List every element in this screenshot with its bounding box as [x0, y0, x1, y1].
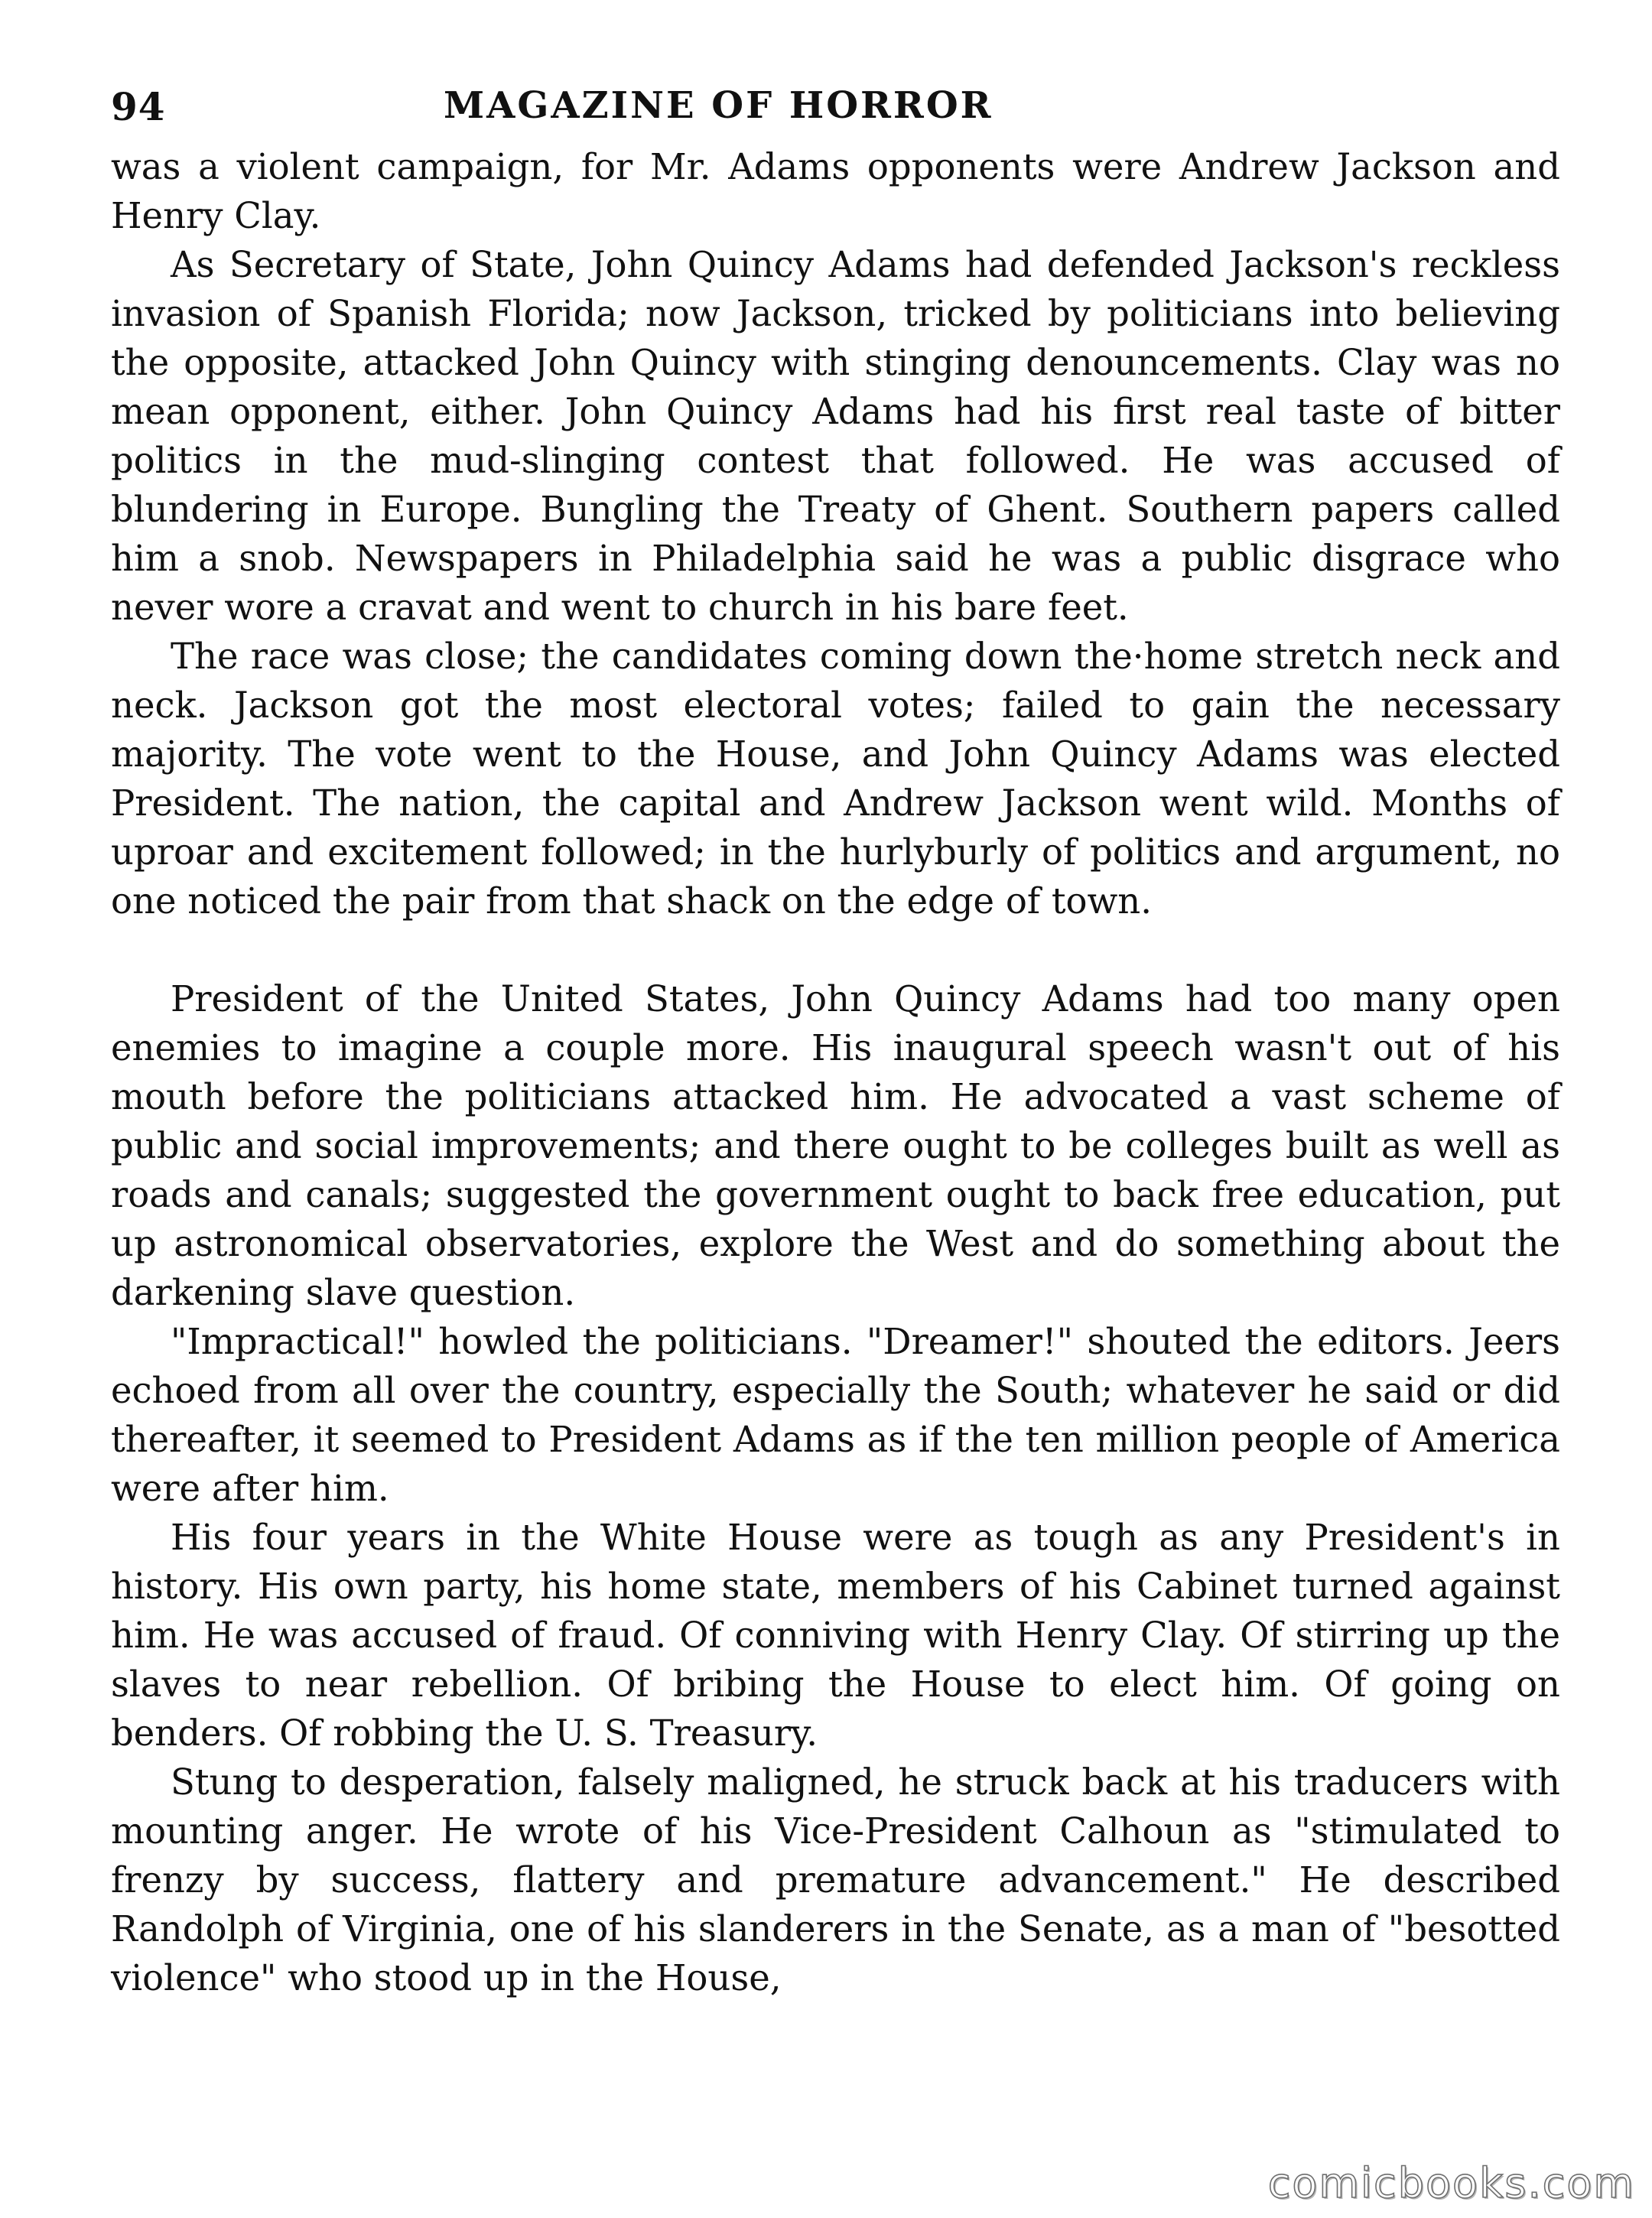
paragraph-1: was a violent campaign, for Mr. Adams opponents were Andrew Jackson and Henry Clay. [111, 146, 1560, 236]
section-break [111, 925, 1560, 974]
body-text [111, 142, 1560, 2002]
book-page [111, 84, 1560, 2149]
paragraph-5: "Impractical!" howled the politicians. "Dreamer!" shouted the editors. Jeers echoed from all over the country, especially the South; whatever he said or did thereafter, it seemed to President Adams as if the ten million people of America were after him. [111, 1321, 1560, 1509]
paragraph-6: His four years in the White House were as tough as any President's in history. His own party, his home state, members of his Cabinet turned against him. He was accused of fraud. Of conniving with Henry Clay. Of stirring up the slaves to near rebellion. Of bribing the House to elect him. Of going on benders. Of robbing the U. S. Treasury. [111, 1517, 1560, 1754]
paragraph-2: As Secretary of State, John Quincy Adams had defended Jackson's reckless invasion of Spanish Florida; now Jackson, tricked by politicians into believing the opposite, attacked John Quincy with stinging denouncements. Clay was no mean opponent, either. John Quincy Adams had his first real taste of bitter politics in the mud-slinging contest that followed. He was accused of blundering in Europe. Bungling the Treaty of Ghent. Southern papers called him a snob. Newspapers in Philadelphia said he was a public disgrace who never wore a cravat and went to church in his bare feet. [111, 244, 1560, 628]
magazine-title: MAGAZINE OF HORROR [444, 84, 993, 127]
paragraph-3: The race was close; the candidates coming down the·home stretch neck and neck. Jackson got the most electoral votes; failed to gain the necessary majority. The vote went to the House, and John Quincy Adams was elected President. The nation, the capital and Andrew Jackson went wild. Months of uproar and excitement followed; in the hurlyburly of politics and argument, no one noticed the pair from that shack on the edge of town. [111, 636, 1560, 922]
site-watermark: comicbooks.com [1267, 2159, 1635, 2207]
running-head [111, 84, 1560, 138]
page-number: 94 [111, 84, 166, 129]
paragraph-4: President of the United States, John Quincy Adams had too many open enemies to imagine a couple more. His inaugural speech wasn't out of his mouth before the politicians attacked him. He advocated a vast scheme of public and social improvements; and there ought to be colleges built as well as roads and canals; suggested the government ought to back free education, put up astronomical observatories, explore the West and do something about the darkening slave question. [111, 978, 1560, 1313]
paragraph-7: Stung to desperation, falsely maligned, he struck back at his traducers with mounting anger. He wrote of his Vice-President Calhoun as "stimulated to frenzy by success, flattery and premature advancement." He described Randolph of Virginia, one of his slanderers in the Senate, as a man of "besotted violence" who stood up in the House, [111, 1761, 1560, 1998]
